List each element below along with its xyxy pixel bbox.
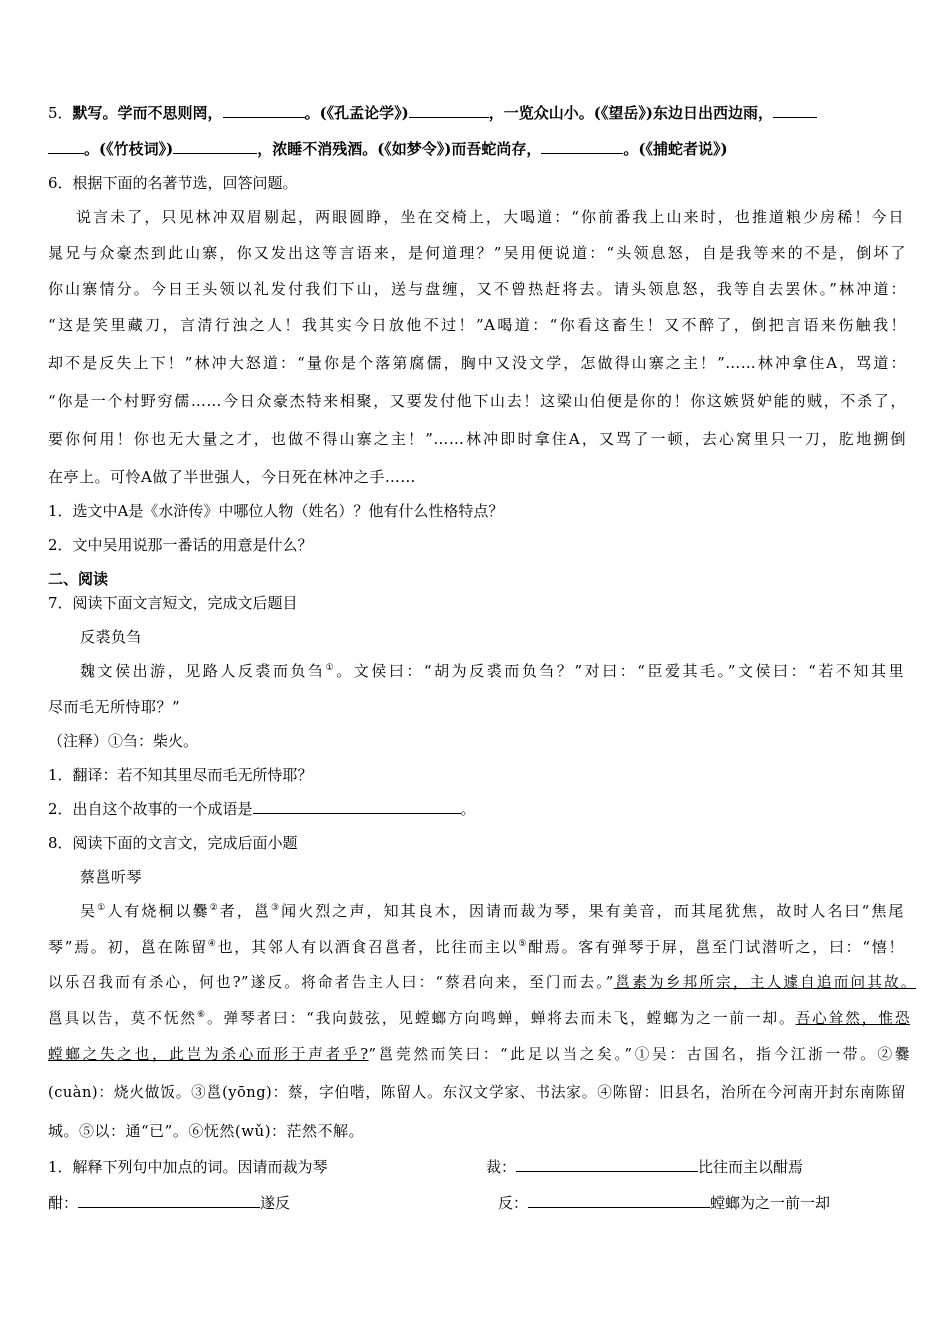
q7-title: 7．阅读下面文言短文，完成文后题目 [48, 594, 298, 612]
q7-sub2-text: 2．出自这个故事的一个成语是 [48, 800, 253, 818]
q8-footnote-mark: ② [209, 903, 220, 913]
q8-footnote-mark: ⑥ [196, 1010, 207, 1021]
q6-subquestion-2: 2．文中吴用说那一番话的用意是什么？ [48, 536, 313, 554]
q7-passage-line-2: 尽而毛无所恃耶？” [48, 698, 181, 716]
q8-footnote-mark: ③ [271, 903, 282, 913]
q8-sentence: 遂反 [260, 1194, 291, 1212]
q8-text: 也，其邻人有以酒食召邕者，比往而主以 [217, 938, 519, 956]
q8-passage-line-1 [80, 900, 904, 922]
q5-source-3: 。(《竹枝词》) [84, 140, 174, 158]
q8-subquestion-1-d [498, 1192, 830, 1214]
q8-title: 8．阅读下面的文言文，完成后面小题 [48, 834, 298, 852]
q5-blank-3a[interactable] [773, 102, 817, 118]
q8-sentence: 比往而主以酣焉 [698, 1158, 804, 1176]
q5-blank-1[interactable] [223, 102, 305, 118]
q8-underlined-sentence: 邕素为乡邦所宗，主人遽自追而问其故。 [613, 974, 916, 991]
q6-subquestion-1: 1．选文中A是《水浒传》中哪位人物（姓名）？他有什么性格特点？ [48, 502, 504, 520]
q8-answer-blank[interactable] [528, 1192, 710, 1208]
q8-text: 以乐召我而有杀心，何也?”遂反。将命者告主人曰：“蔡君向来，至门而去。” [48, 974, 614, 991]
q7-subquestion-1: 1．翻译：若不知其里尽而毛无所恃耶？ [48, 766, 313, 784]
q8-text: 吴 [80, 902, 98, 920]
q8-answer-blank[interactable] [516, 1156, 698, 1172]
q6-passage-line: 晁兄与众豪杰到此山寨，你又发出这等言语来，是何道理？”吴用便说道：“头领息怒，自是我等来的不是，倒坏了 [48, 244, 906, 262]
q7-idiom-blank[interactable] [253, 798, 461, 814]
q7-footnote-mark: ① [325, 663, 337, 673]
q8-underlined-sentence: 螳螂之失之也，此岂为杀心而形于声者乎? [48, 1046, 369, 1063]
q8-underlined-sentence: 吾心耸然，惟恐 [795, 1010, 910, 1027]
q6-passage-line: “这是笑里藏刀，言清行浊之人！我其实今日放他不过！”A喝道：“你看这畜生！又不醉了，倒把言语来伤触我！ [48, 316, 906, 334]
q8-passage-line-3 [48, 972, 916, 994]
q8-text: 酣焉。客有弹琴于屏，邕至门试潜听之，曰：“憘！ [528, 938, 904, 956]
q8-text: 。弹琴者曰：“我向鼓弦，见螳螂方向鸣蝉，蝉将去而未飞，螳螂为之一前一却。 [206, 1010, 796, 1027]
q5-blank-2[interactable] [409, 102, 489, 118]
q8-text: 者，邕 [219, 902, 272, 920]
q7-passage-title: 反裘负刍 [80, 628, 143, 646]
q6-passage-line: 要你何用！你也无大量之才，也做不得山寨之主！”……林冲即时拿住A，又骂了一顿，去心窝里只一刀，肐地搠倒 [48, 430, 906, 448]
q8-text: 闻火烈之声，知其良木，因请而裁为琴，果有美音，而其尾犹焦，故时人名曰“焦尾 [281, 902, 904, 920]
q7-note: （注释）①刍：柴火。 [48, 732, 199, 750]
q8-passage-line-5 [48, 1044, 910, 1066]
q7-text-a: 魏文侯出游，见路人反裘而负刍 [80, 662, 326, 680]
q5-blank-3b[interactable] [48, 138, 84, 154]
q8-text: 琴”焉。初，邕在陈留 [48, 938, 208, 956]
q5-source-4: ，浓睡不消残酒。(《如梦令》)而吾蛇尚存， [257, 140, 542, 158]
q8-subquestion-1-c [48, 1192, 290, 1214]
q8-sentence: 螳螂为之一前一却 [710, 1194, 831, 1212]
q5-source-1: 。(《孔孟论学》) [304, 104, 409, 122]
q8-text: 人有烧桐以爨 [107, 902, 210, 920]
q8-passage-line-4 [48, 1008, 910, 1030]
q5-line-2 [48, 138, 728, 160]
q6-passage-line: 却不是反失上下！”林冲大怒道：“量你是个落第腐儒，胸中又没文学，怎做得山寨之主！”……林冲拿住A，骂道： [48, 354, 906, 372]
q5-number: 5． [48, 104, 73, 122]
q8-passage-line-2 [48, 936, 904, 958]
q8-subquestion-1-b [486, 1156, 803, 1178]
q7-sub2-end: 。 [460, 800, 476, 818]
q7-passage-line-1 [80, 660, 904, 682]
q8-answer-blank[interactable] [78, 1192, 260, 1208]
q8-word-label: 酣： [48, 1194, 79, 1212]
q8-footnote-mark: ⑤ [518, 939, 529, 949]
q8-word-label: 裁： [486, 1158, 517, 1176]
q8-passage-line-7: 城。⑤以：通“已”。⑥怃然(wǔ)：茫然不解。 [48, 1122, 365, 1140]
q6-passage-line: “你是一个村野穷儒……今日众豪杰特来相聚，又要发付他下山去！这梁山伯便是你的！你这嫉贤妒能的贼，不杀了， [48, 392, 906, 410]
q8-passage-title: 蔡邕听琴 [80, 868, 143, 886]
q5-blank-4[interactable] [173, 138, 257, 154]
q5-source-2: ，一览众山小。(《望岳》)东边日出西边雨， [488, 104, 773, 122]
q7-subquestion-2 [48, 798, 476, 820]
q8-subquestion-1-a: 1．解释下列句中加点的词。因请而裁为琴 [48, 1158, 328, 1176]
q8-passage-line-6: (cuàn)：烧火做饭。③邕(yōng)：蔡，字伯喈，陈留人。东汉文学家、书法家。④陈留：旧县名，治所在今河南开封东南陈留 [48, 1084, 906, 1101]
q5-source-5: 。(《捕蛇者说》) [623, 140, 728, 158]
q6-passage-line: 在亭上。可怜A做了半世强人，今日死在林冲之手…… [48, 468, 416, 486]
q6-passage-line: 说言未了，只见林冲双眉剔起，两眼圆睁，坐在交椅上，大喝道：“你前番我上山来时，也推道粮少房稀！今日 [76, 208, 904, 226]
q8-text: ”邕莞然而笑曰：“此足以当之矣。”①吴：古国名，指今江浙一带。②爨 [368, 1046, 910, 1063]
section-heading-reading: 二、阅读 [48, 570, 109, 588]
q6-passage-line: 你山寨情分。今日王头领以礼发付我们下山，送与盘缠，又不曾热赶将去。请头领息怒，我等自去罢休。”林冲道： [48, 280, 906, 298]
q5-blank-5[interactable] [541, 138, 623, 154]
q8-footnote-mark: ④ [207, 939, 218, 949]
q6-title: 6．根据下面的名著节选，回答问题。 [48, 174, 298, 192]
q7-text-b: 。文侯曰：“胡为反裘而负刍？”对曰：“臣爱其毛。”文侯曰：“若不知其里 [336, 662, 904, 680]
q8-word-label: 反： [498, 1194, 529, 1212]
q8-footnote-mark: ① [97, 903, 108, 913]
q5-intro: 默写。学而不思则罔， [72, 104, 223, 122]
q8-text: 邕具以告，莫不怃然 [48, 1010, 197, 1027]
q5-line-1 [48, 102, 817, 124]
